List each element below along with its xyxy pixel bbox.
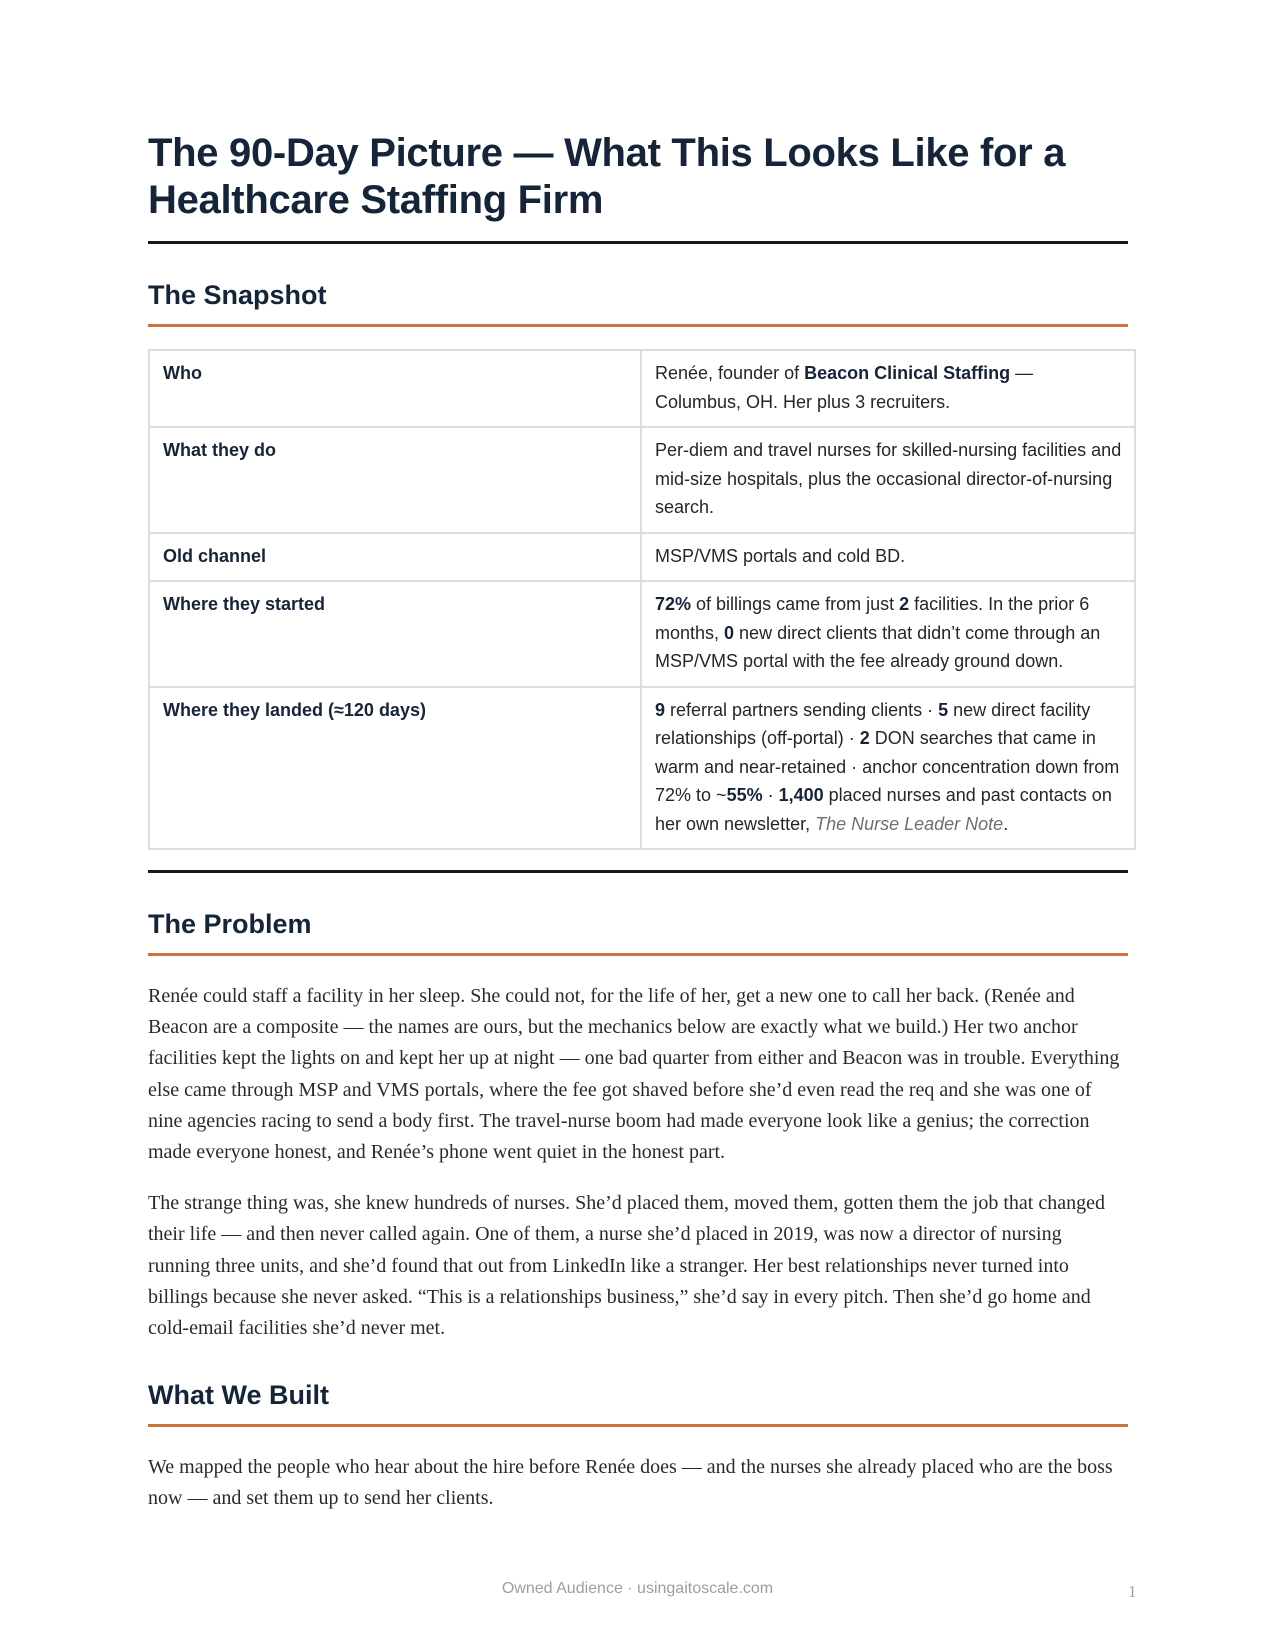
value-text: MSP/VMS portals and cold BD. [655, 545, 906, 566]
emphasis-text: 0 [724, 622, 735, 643]
row-label: Old channel [149, 533, 641, 582]
value-text: Per-diem and travel nurses for skilled-nursing facilities and mid-size hospitals, plus the occasional director-of-nursing search. [655, 440, 1122, 517]
row-value [641, 687, 1135, 850]
row-label: What they do [149, 427, 641, 533]
row-label: Where they started [149, 581, 641, 687]
built-paragraph-1: We mapped the people who hear about the hire before Renée does — and the nurses she already placed who are the boss now — and set them up to send her clients. [148, 1456, 1113, 1510]
row-label: Who [149, 350, 641, 427]
table-row [149, 533, 1135, 582]
table-row [149, 350, 1135, 427]
table-row [149, 427, 1135, 533]
value-text: . [1003, 813, 1009, 834]
emphasis-text: 72% [655, 594, 692, 614]
emphasis-text: 2 [899, 594, 910, 614]
section-heading-problem: The Problem [148, 909, 312, 939]
snapshot-table [148, 349, 1136, 850]
value-text: of billings came from just [691, 594, 900, 614]
section-divider [148, 953, 1128, 956]
table-end-divider [148, 870, 1128, 873]
emphasis-text: 2 [859, 728, 870, 748]
row-value [641, 581, 1135, 687]
emphasis-text: 9 [655, 699, 666, 720]
table-row [149, 687, 1135, 850]
section-divider [148, 324, 1128, 327]
row-value [641, 533, 1135, 582]
row-label: Where they landed (≈120 days) [149, 687, 641, 850]
table-row [149, 581, 1135, 687]
section-heading-what-we-built: What We Built [148, 1380, 329, 1411]
section-heading-snapshot: The Snapshot [148, 280, 327, 310]
value-text: referral partners sending clients · [665, 699, 939, 720]
problem-paragraph-1: Renée could staff a facility in her sleep. She could not, for the life of her, get a new one to call her back. (Renée and Beacon are a composite — the names are ours, but the mechanics below are exactly what we build.) Her two anchor facilities kept the lights on and kept her up at night — one bad quarter from either and Beacon was in trouble. Everything else came through MSP and VMS portals, where the fee got shaved before she’d even read the req and she was one of nine agencies racing to send a body first. The travel-nurse boom had made everyone look like a genius; the correction made everyone honest, and Renée’s phone went quiet in the honest part. [148, 985, 1120, 1164]
page-footer: Owned Audience · usingaitoscale.com [501, 1580, 774, 1597]
value-text: facilities. In the prior 6 months, [655, 594, 1090, 643]
value-text: — Columbus, OH. Her plus 3 recruiters. [655, 363, 1034, 412]
value-text: new direct clients that didn’t come through an MSP/VMS portal with the fee already ground down. [655, 622, 1101, 671]
title-divider [148, 241, 1128, 244]
value-text: placed nurses and past contacts on her own newsletter, [655, 785, 1112, 834]
italic-title: The Nurse Leader Note [815, 813, 1004, 834]
value-text: · [762, 785, 779, 805]
problem-paragraph-2: The strange thing was, she knew hundreds of nurses. She’d placed them, moved them, gotten them the job that changed their life — and then never called again. One of them, a nurse she’d placed in 2019, was now a director of nursing running three units, and she’d found that out from LinkedIn like a stranger. Her best relationships never turned into billings because she never asked. “This is a relationships business,” she’d say in every pitch. Then she’d go home and cold-email facilities she’d never met. [148, 1192, 1105, 1340]
section-divider [148, 1424, 1128, 1427]
emphasis-text: 1,400 [778, 785, 824, 805]
value-text: new direct facility relationships (off-portal) · [655, 699, 1091, 748]
document-title: The 90-Day Picture — What This Looks Like for a Healthcare Staffing Firm [148, 131, 1066, 222]
emphasis-text: Beacon Clinical Staffing [804, 363, 1011, 383]
emphasis-text: 55% [726, 785, 763, 805]
row-value [641, 427, 1135, 533]
emphasis-text: 5 [938, 699, 949, 720]
document-page [148, 130, 1128, 1515]
value-text: DON searches that came in warm and near-retained · anchor concentration down from 72% to ~ [655, 728, 1120, 805]
page-number: 1 [1128, 1582, 1137, 1601]
value-text: Renée, founder of [655, 363, 805, 383]
row-value [641, 350, 1135, 427]
